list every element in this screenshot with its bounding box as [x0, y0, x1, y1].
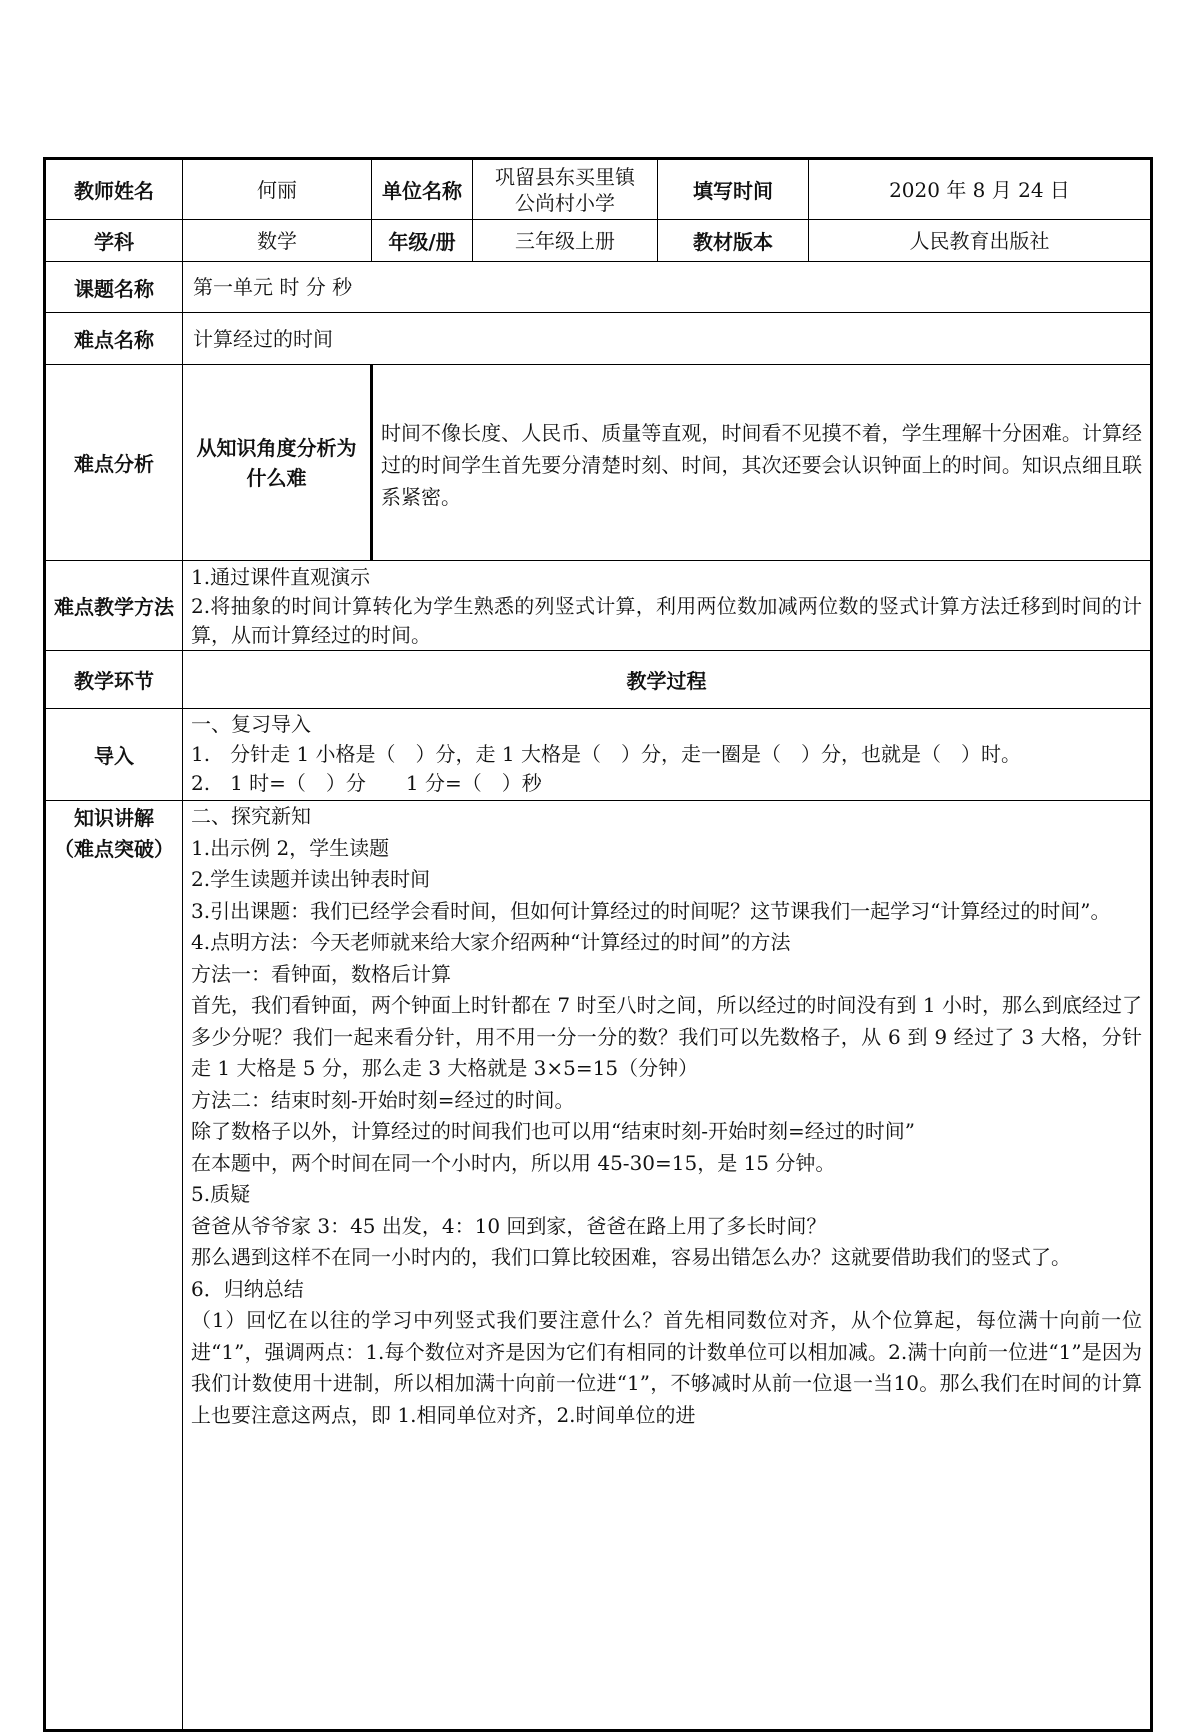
knowledge-row — [45, 801, 1152, 1731]
analysis-sublabel-line2: 什么难 — [246, 465, 307, 490]
knowledge-label-line1: 知识讲解 — [74, 806, 154, 830]
knowledge-paragraph-3: 2.学生读题并读出钟表时间 — [191, 867, 431, 891]
subject-label: 学科 — [45, 220, 183, 262]
date-value: 2020 年 8 月 24 日 — [809, 159, 1152, 220]
knowledge-paragraph-15: （1）回忆在以往的学习中列竖式我们要注意什么？首先相同数位对齐，从个位算起，每位满十向前一位进“1”，强调两点：1.每个数位对齐是因为它们有相同的计数单位可以相加减。2.满十向前一位进“1”是因为我们计数使用十进制，所以相加满十向前一位进“1”，不够减时从前一位退一当10。那么我们在时间的计算上也要注意这两点，即 1.相同单位对齐，2.时间单位的进 — [191, 1308, 1142, 1427]
difficulty-row — [45, 313, 1152, 365]
intro-label: 导入 — [45, 709, 183, 801]
knowledge-paragraph-7: 首先，我们看钟面，两个钟面上时针都在 7 时至八时之间，所以经过的时间没有到 1 小时，那么到底经过了多少分呢？我们一起来看分针，用不用一分一分的数？我们可以先数格子，从 6 到 9 经过了 3 大格，分针走 1 大格是 5 分，那么走 3 大格就是 3×5=15（分钟） — [191, 993, 1142, 1080]
analysis-row — [45, 365, 1152, 561]
process-header-row — [45, 651, 1152, 709]
topic-row — [45, 262, 1152, 313]
knowledge-label — [45, 801, 183, 1731]
grade-value: 三年级上册 — [473, 220, 658, 262]
unit-label: 单位名称 — [372, 159, 473, 220]
knowledge-paragraph-1: 二、探究新知 — [191, 804, 311, 828]
knowledge-paragraph-13: 那么遇到这样不在同一小时内的，我们口算比较困难，容易出错怎么办？这就要借助我们的竖式了。 — [191, 1245, 1071, 1269]
date-label: 填写时间 — [658, 159, 809, 220]
knowledge-paragraph-4: 3.引出课题：我们已经学会看时间，但如何计算经过的时间呢？这节课我们一起学习“计算经过的时间”。 — [191, 898, 1111, 923]
knowledge-paragraph-10: 在本题中，两个时间在同一个小时内，所以用 45-30=15，是 15 分钟。 — [191, 1150, 836, 1175]
topic-label: 课题名称 — [45, 262, 183, 313]
analysis-sublabel-line1: 从知识角度分析为 — [196, 435, 357, 460]
intro-line-1: 一、复习导入 — [191, 712, 311, 736]
topic-value: 第一单元 时 分 秒 — [183, 262, 1152, 313]
teacher-value: 何丽 — [183, 159, 372, 220]
method-line-1: 1.通过课件直观演示 — [191, 565, 371, 589]
knowledge-paragraph-9: 除了数格子以外，计算经过的时间我们也可以用“结束时刻-开始时刻=经过的时间” — [191, 1119, 915, 1143]
knowledge-paragraph-12: 爸爸从爷爷家 3：45 出发，4：10 回到家，爸爸在路上用了多长时间？ — [191, 1213, 827, 1238]
teacher-label: 教师姓名 — [45, 159, 183, 220]
knowledge-paragraph-11: 5.质疑 — [191, 1182, 251, 1206]
method-line-2: 2.将抽象的时间计算转化为学生熟悉的列竖式计算，利用两位数加减两位数的竖式计算方法迁移到时间的计算，从而计算经过的时间。 — [191, 594, 1142, 647]
unit-value-line1: 巩留县东买里镇 — [495, 164, 635, 189]
unit-value — [473, 159, 658, 220]
edition-value: 人民教育出版社 — [809, 220, 1152, 262]
method-label: 难点教学方法 — [45, 561, 183, 651]
analysis-paragraph: 时间不像长度、人民币、质量等直观，时间看不见摸不着，学生理解十分困难。计算经过的时间学生首先要分清楚时刻、时间，其次还要会认识钟面上的时间。知识点细且联系紧密。 — [381, 421, 1142, 509]
edition-label: 教材版本 — [658, 220, 809, 262]
unit-value-line2: 公尚村小学 — [515, 190, 615, 215]
knowledge-paragraph-6: 方法一：看钟面，数格后计算 — [191, 961, 451, 986]
difficulty-value: 计算经过的时间 — [183, 313, 1152, 365]
header-row-2 — [45, 220, 1152, 262]
intro-line-3: 2. 1 时=（ ）分 1 分=（ ）秒 — [191, 771, 542, 795]
method-row — [45, 561, 1152, 651]
intro-row — [45, 709, 1152, 801]
intro-text — [183, 709, 1152, 801]
subject-value: 数学 — [183, 220, 372, 262]
knowledge-paragraph-5: 4.点明方法：今天老师就来给大家介绍两种“计算经过的时间”的方法 — [191, 930, 791, 954]
intro-line-2: 1. 分针走 1 小格是（ ）分，走 1 大格是（ ）分，走一圈是（ ）分，也就是（ ）时。 — [191, 741, 1021, 766]
method-text — [183, 561, 1152, 651]
process-label: 教学过程 — [183, 651, 1152, 709]
process-stage-label: 教学环节 — [45, 651, 183, 709]
analysis-label: 难点分析 — [45, 365, 183, 561]
knowledge-paragraph-2: 1.出示例 2，学生读题 — [191, 835, 390, 860]
header-row-1 — [45, 159, 1152, 220]
knowledge-text — [183, 801, 1152, 1731]
knowledge-paragraph-14: 6．归纳总结 — [191, 1276, 304, 1301]
analysis-sublabel — [183, 365, 372, 561]
knowledge-paragraph-8: 方法二：结束时刻-开始时刻=经过的时间。 — [191, 1087, 575, 1112]
analysis-text — [372, 365, 1152, 561]
lesson-plan-table — [43, 157, 1153, 1732]
grade-label: 年级/册 — [372, 220, 473, 262]
knowledge-label-line2: （难点突破） — [54, 837, 174, 861]
difficulty-label: 难点名称 — [45, 313, 183, 365]
